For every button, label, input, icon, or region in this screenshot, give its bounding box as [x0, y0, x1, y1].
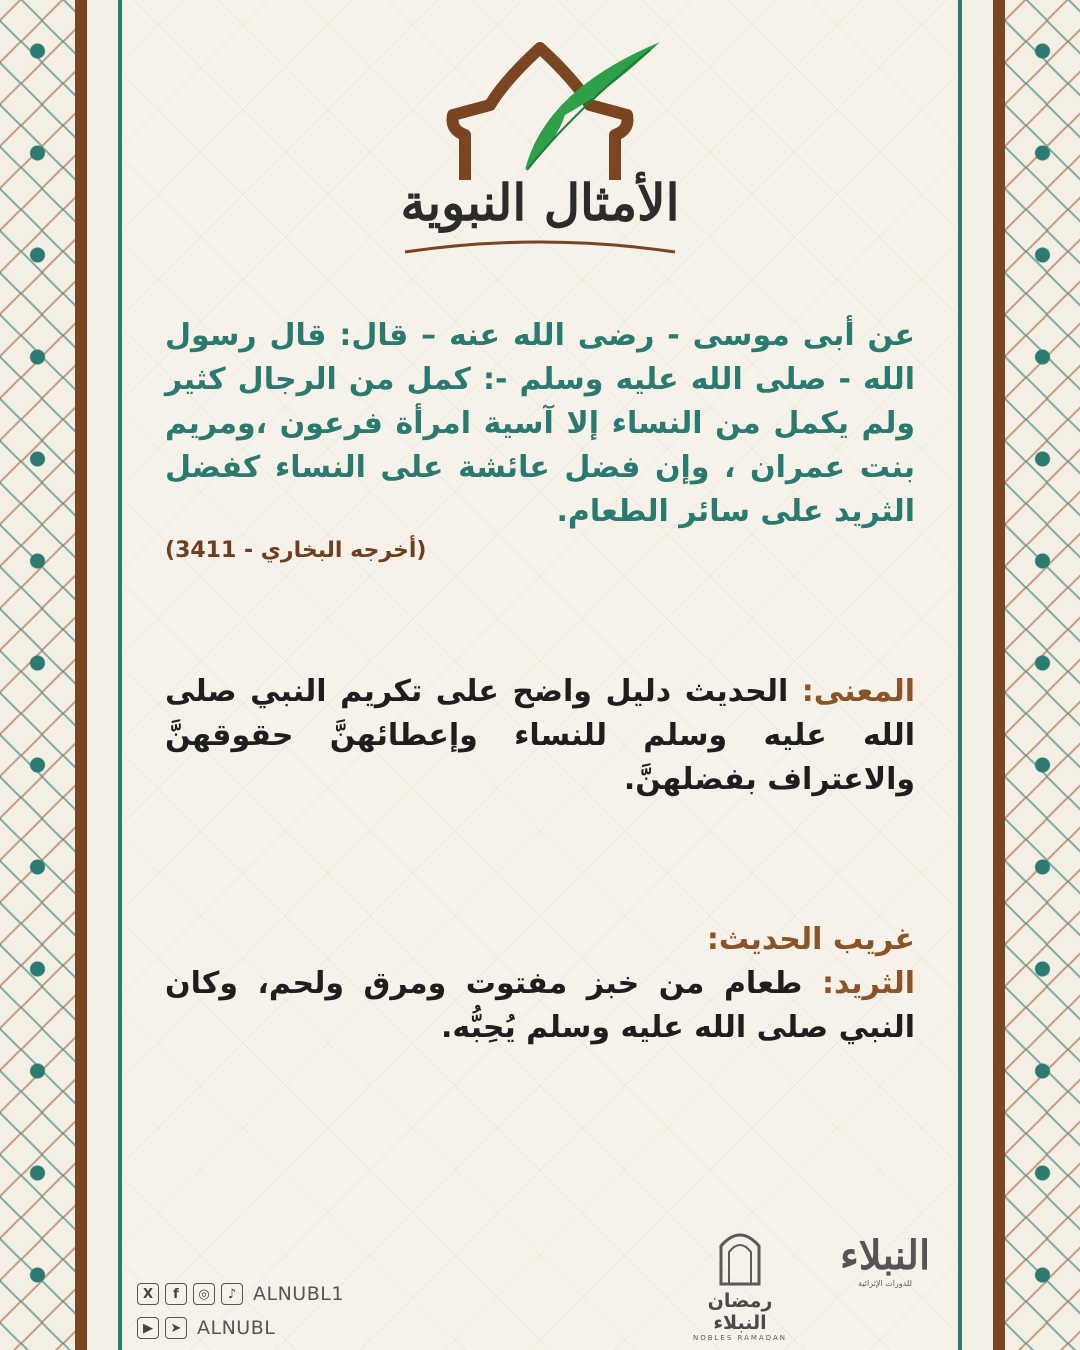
- meaning-text: الحديث دليل واضح على تكريم النبي صلى الله عليه وسلم للنساء وإعطائهنَّ حقوقهنَّ والاعتراف بفضلهنَّ.: [165, 674, 915, 797]
- nubl-brand-logo: [820, 1232, 950, 1288]
- right-teal-stripe: [958, 0, 962, 1350]
- instagram-icon[interactable]: ◎: [193, 1283, 215, 1305]
- social-links: [137, 1281, 344, 1349]
- hadith-source: (أخرجه البخاري - 3411): [165, 538, 427, 563]
- gharib-term: الثريد:: [821, 966, 915, 1001]
- ramadan-brand-logo: [680, 1228, 800, 1342]
- ramadan-brand-text: رمضان النبلاء: [707, 1290, 773, 1334]
- header-logo: [395, 20, 685, 265]
- left-teal-stripe: [118, 0, 122, 1350]
- right-brown-stripe: [993, 0, 1005, 1350]
- facebook-icon[interactable]: f: [165, 1283, 187, 1305]
- left-pattern-border: [0, 0, 75, 1350]
- x-icon[interactable]: X: [137, 1283, 159, 1305]
- right-pattern-border: [1005, 0, 1080, 1350]
- meaning-section: [165, 670, 915, 802]
- ramadan-brand-sub: NOBLES RAMADAN: [692, 1334, 788, 1342]
- gharib-heading: غريب الحديث:: [706, 922, 915, 957]
- social-handle-2[interactable]: ALNUBL: [197, 1317, 276, 1339]
- youtube-icon[interactable]: ▶: [137, 1317, 159, 1339]
- social-handle-1[interactable]: ALNUBL1: [253, 1283, 344, 1305]
- meaning-label: المعنى:: [801, 674, 915, 709]
- nubl-brand-text: النبلاء: [839, 1232, 931, 1279]
- left-brown-stripe: [75, 0, 87, 1350]
- logo-title: الأمثال النبوية: [400, 173, 680, 232]
- tiktok-icon[interactable]: ♪: [221, 1283, 243, 1305]
- mosque-emblem-icon: [717, 1228, 763, 1286]
- hadith-body: عن أبى موسى - رضى الله عنه – قال: قال رسول الله - صلى الله عليه وسلم -: كمل من الرجال كثير ولم يكمل من النساء إلا آسية امرأة فرعون ،ومريم بنت عمران ، وإن فضل عائشة على النساء كفضل الثريد على سائر الطعام.: [165, 318, 915, 529]
- nubl-brand-sub: للدورات الإثرائية: [858, 1279, 912, 1288]
- gharib-section: [165, 918, 915, 1050]
- hadith-text: [165, 314, 915, 534]
- telegram-icon[interactable]: ➤: [165, 1317, 187, 1339]
- gharib-definition: طعام من خبز مفتوت ومرق ولحم، وكان النبي صلى الله عليه وسلم يُحِبُّه.: [165, 966, 915, 1045]
